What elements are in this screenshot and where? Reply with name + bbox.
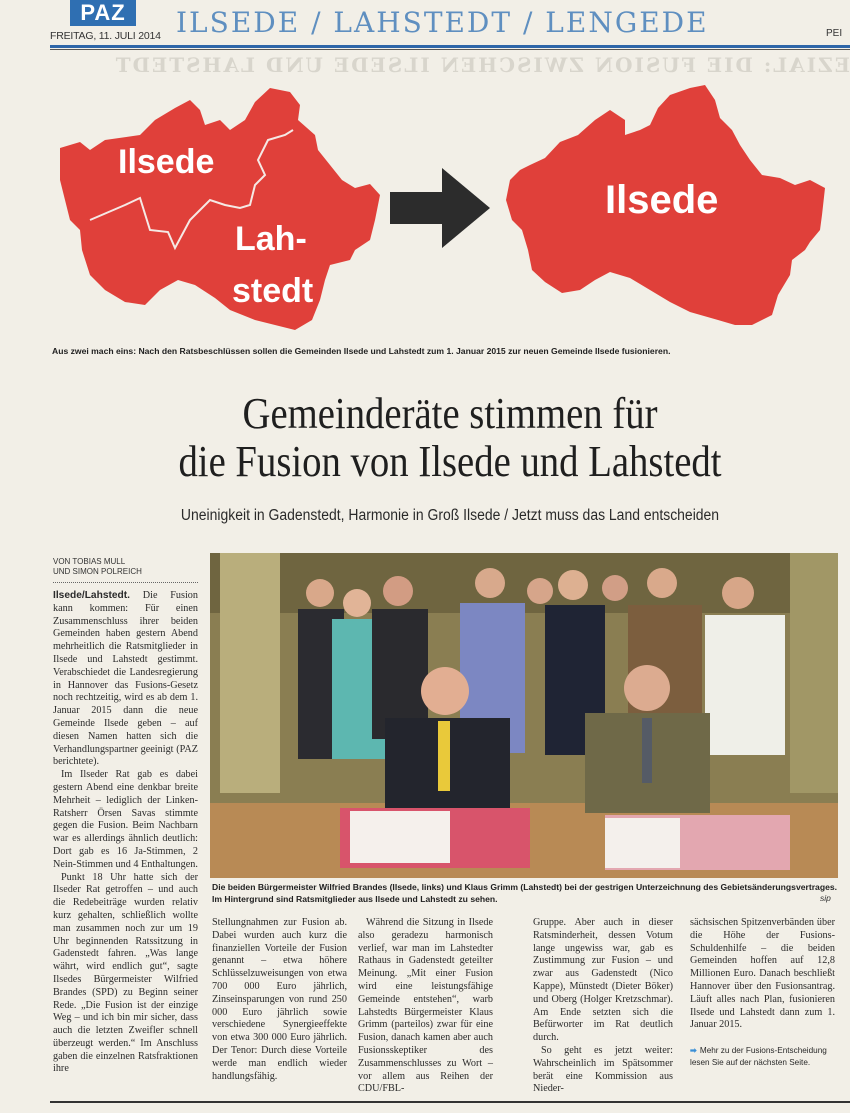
bleed-through-text: EZIAL: DIE FUSION ZWISCHEN ILSEDE UND LAHSTEDT [113, 53, 850, 77]
map-label-ilsede-old: Ilsede [118, 143, 215, 181]
left-map-shape [60, 88, 380, 330]
bottom-rule [50, 1101, 850, 1103]
headline-line-1: Gemeinderäte stimmen für [242, 389, 658, 438]
page-corner-text: PEI [826, 28, 843, 39]
article-column-3 [358, 917, 493, 1096]
article-subheadline: Uneinigkeit in Gadenstedt, Harmonie in Groß Ilsede / Jetzt muss das Land entscheiden [180, 507, 720, 524]
fusion-map-graphic [50, 80, 850, 342]
paragraph: Im Ilseder Rat gab es dabei gestern Abend eine denkbar breite Mehrheit – lediglich der Linken-Ratsherr Örsen Savas stimmte gegen die Fusion. Beim Nachbarn war es allerdings ähnlich deutlich: Dort gab es 16 Ja-Stimmen, 2 Nein-Stimmen und 4 Enthaltungen. [53, 769, 198, 870]
paragraph [53, 590, 198, 769]
dateline: Ilsede/Lahstedt. [53, 590, 130, 601]
paragraph: Stellungnahmen zur Fusion ab. Dabei wurden auch kurz die finanziellen Vorteile der Fusion genannt – etwa höhere Schlüsselzuweisungen von etwa 700 000 Euro jährlich, Zinseinsparungen von rund 250 000 Euro jährlich sowie verschiedene Synergieeffekte von etwa 300 000 Euro jährlich. Der Tenor: Durch diese Vorteile werde man endlich wieder handlungsfähig. [212, 917, 347, 1082]
paragraph: So geht es jetzt weiter: Wahrscheinlich im Spätsommer berät eine Kommission aus Nieder- [533, 1044, 673, 1095]
map-label-ilsede-new: Ilsede [605, 178, 719, 222]
paragraph: Gruppe. Aber auch in dieser Ratsminderheit, dessen Votum lange ungewiss war, gab es Zustimmung zur Fusion – und zwar aus Gadenstedt (Nico Kappe), Münstedt (Dieter Böker) und Oberg (Holger Kretzschmar). Am Ende setzten sich die Befürworter im Rat deutlich durch. [533, 917, 673, 1044]
article-column-4 [533, 917, 673, 1096]
photo-signing-ceremony [210, 553, 838, 878]
byline [53, 557, 198, 583]
more-on-next-page-link[interactable] [690, 1045, 840, 1069]
arrow-right-icon: ➡ [690, 1046, 697, 1055]
map-caption: Aus zwei mach eins: Nach den Ratsbeschlüssen sollen die Gemeinden Ilsede und Lahstedt zum 1. Januar 2015 zur neuen Gemeinde Ilsede fusionieren. [52, 346, 671, 356]
paragraph: Während die Sitzung in Ilsede also geradezu harmonisch verlief, war man im Lahstedter Rathaus in Gadenstedt geteilter Meinung. „Mit einer Fusion wird eine leistungsfähige Gemeinde entstehen“, warb Lahstedts Bürgermeister Klaus Grimm (parteilos) zwar für eine Fusion, danach kamen aber auch Fusionsskeptiker des Zusammenschlusses zu Wort – vor allem aus Reihen der CDU/FBL- [358, 917, 493, 1095]
article-column-1 [53, 590, 198, 1076]
paragraph: Punkt 18 Uhr hatte sich der Ilseder Rat getroffen – und auch die Redebeiträge wurden relativ kurz gehalten, schließlich wollte man zusammen noch zur um 19 Uhr beginnenden Ratssitzung in Gadenstedt fahren. „Was lange währt, wird endlich gut“, sagte Ilsedes Bürgermeister Wilfried Brandes (SPD) zu Beginn seiner Rede. „Die Fusion ist der einzige Weg – und ich bin mir sicher, dass auch die letzten Zweifler schnell überzeugt werden.“ Im Anschluss gaben die einzelnen Ratsfraktionen ihre [53, 871, 198, 1075]
article-column-2 [212, 917, 347, 1083]
paragraph-text: Die Fusion kann kommen: Für einen Zusammenschluss ihrer beiden Gemeinden haben gestern Abend mehrheitlich die Ratsmitglieder in Ilsede und Lahstedt gestimmt. Verabschiedet die Landesregierung in Hannover das Fusions-Gesetz noch rechtzeitig, wird es ab dem 1. Januar 2015 dann die neue Gemeinde Ilsede geben – auf diesen Namen hatten sich die Verhandlungspartner geeinigt (PAZ berichtete). [53, 590, 198, 768]
photo-caption: Die beiden Bürgermeister Wilfried Brandes (Ilsede, links) und Klaus Grimm (Lahstedt) bei der gestrigen Unterzeichnung des Gebietsänderungsvertrages. Im Hintergrund sind Ratsmitglieder aus Ilsede und Lahstedt zu sehen. [212, 882, 838, 904]
more-link-text: Mehr zu der Fusions-Entscheidung lesen Sie auf der nächsten Seite. [690, 1046, 827, 1067]
header-rule-thin [50, 49, 850, 50]
map-label-lahstedt-1: Lah- [235, 220, 307, 258]
map-shapes [50, 80, 850, 342]
headline-line-2: die Fusion von Ilsede und Lahstedt [178, 437, 722, 486]
paz-logo: PAZ [70, 0, 136, 26]
header-rule [50, 45, 850, 48]
byline-author-1: VON TOBIAS MULL [53, 557, 126, 566]
section-title: ILSEDE / LAHSTEDT / LENGEDE [176, 6, 709, 39]
right-arrow-icon [390, 168, 490, 248]
photo-credit: sip [820, 893, 831, 903]
byline-author-2: UND SIMON POLREICH [53, 567, 142, 576]
article-photo [210, 553, 838, 878]
article-column-5 [690, 917, 835, 1032]
map-label-lahstedt-2: stedt [232, 272, 314, 310]
issue-date: FREITAG, 11. JULI 2014 [50, 30, 161, 42]
paragraph: sächsischen Spitzenverbänden über die Höhe der Fusions-Schuldenhilfe – die beiden Gemeinden hoffen auf 12,8 Millionen Euro. Danach beschließt Hannover über den Fusionsantrag. Läuft alles nach Plan, fusionieren Ilsede und Lahstedt dann zum 1. Januar 2015. [690, 917, 835, 1031]
article-headline [98, 390, 802, 486]
